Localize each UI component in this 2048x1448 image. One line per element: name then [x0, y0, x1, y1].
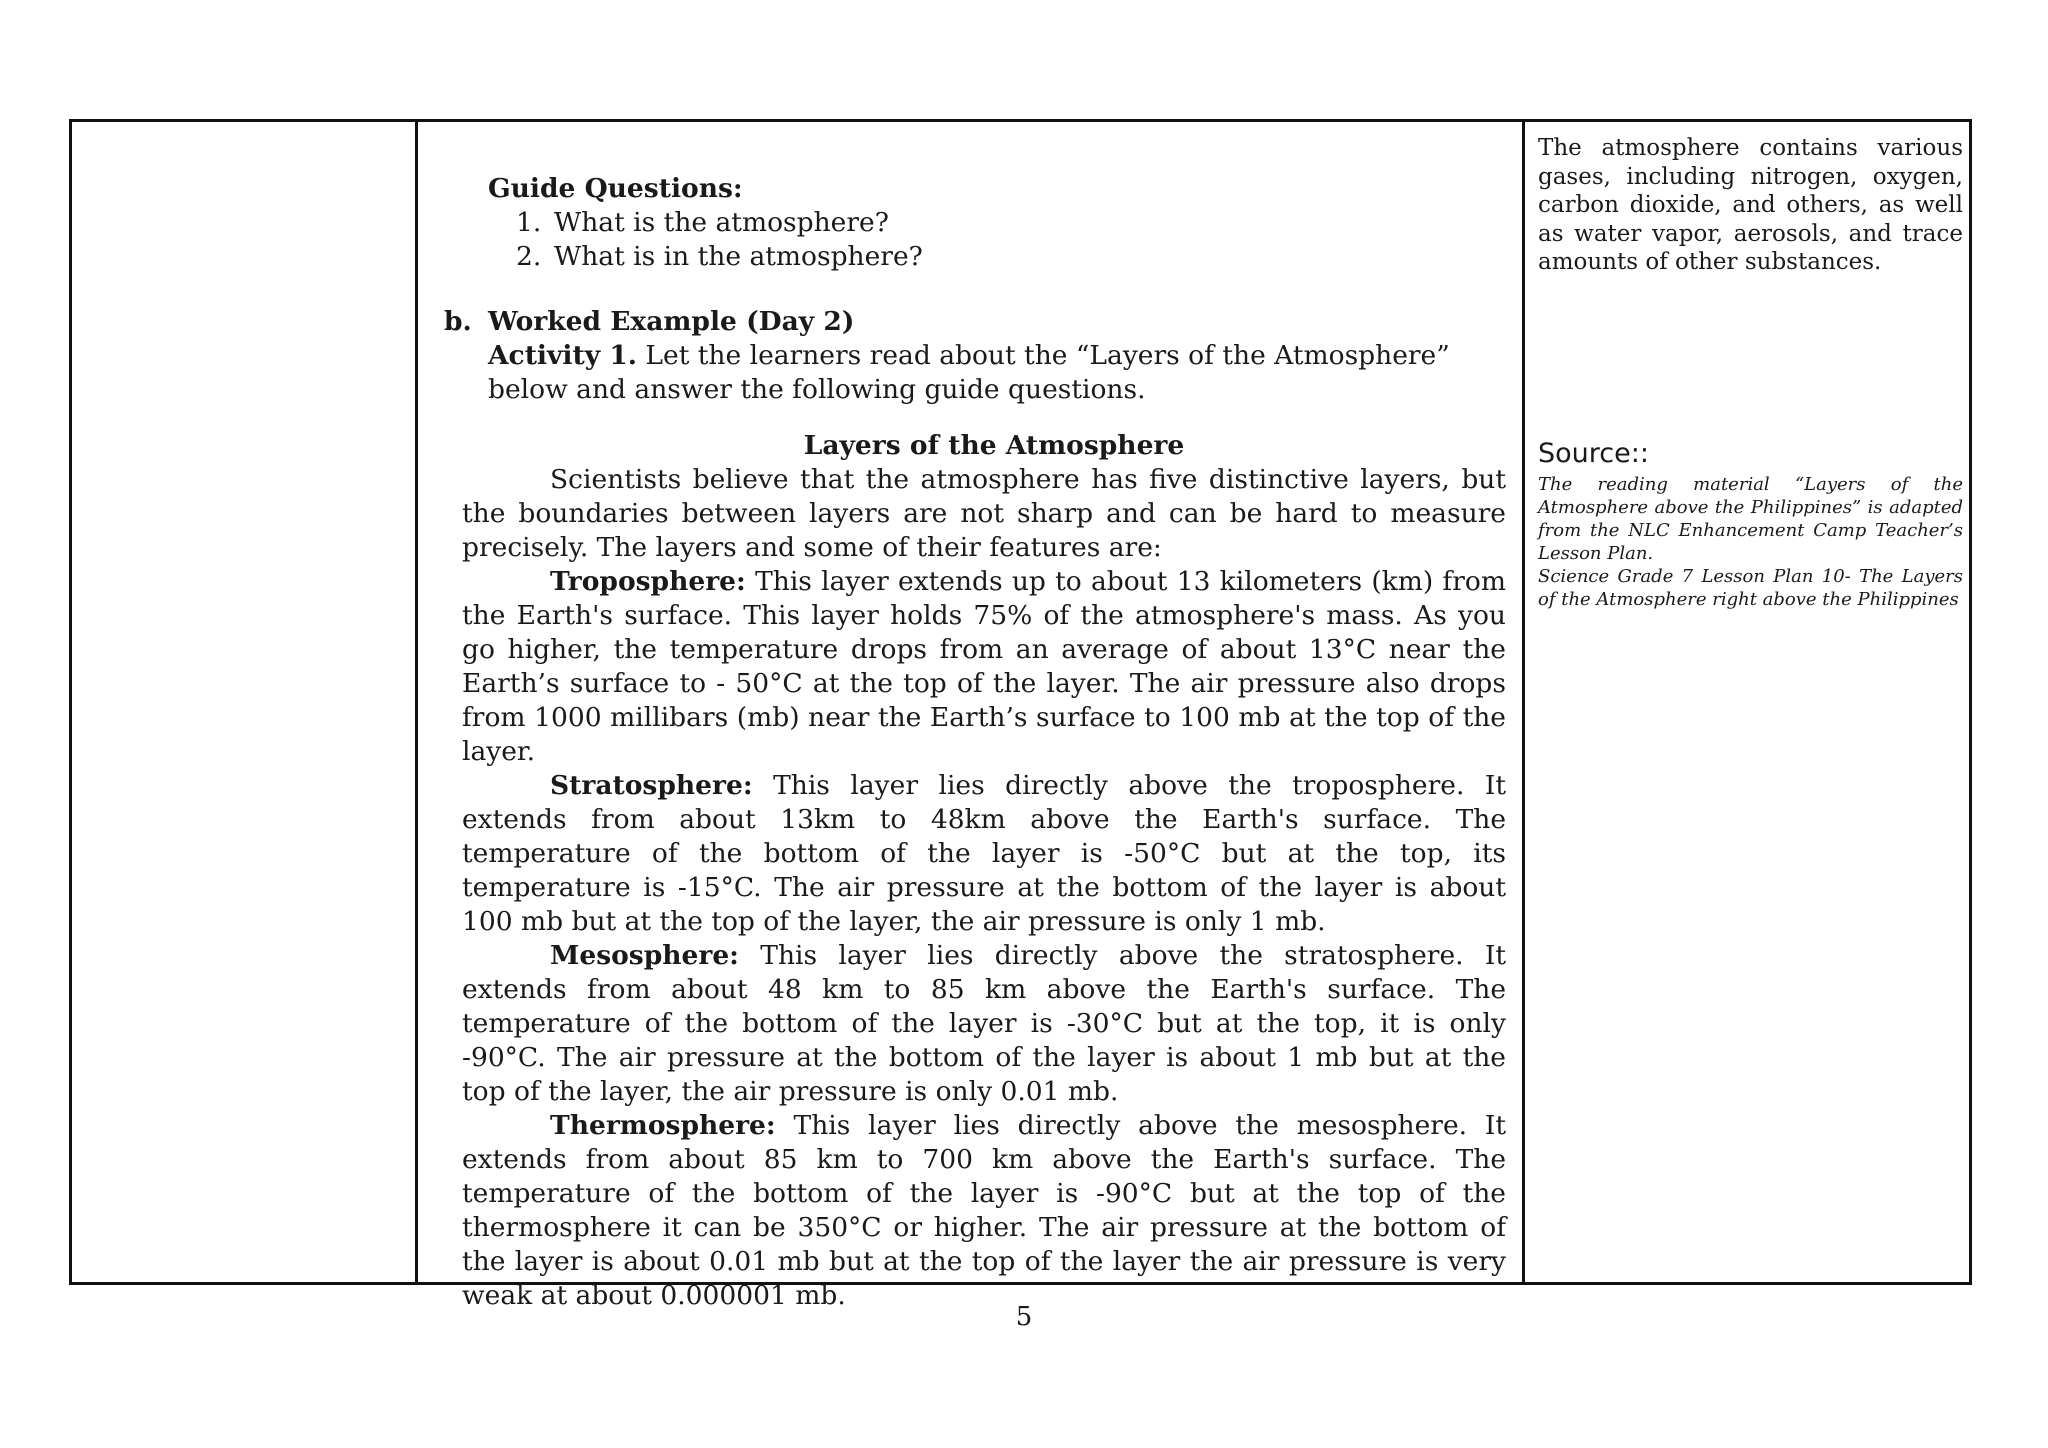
worked-example-heading: Worked Example (Day 2) [488, 306, 855, 337]
layer-text: This layer lies directly above the troposphere. It extends from about 13km to 48km above the Earth's surface. The temperature of the bottom of the layer is -50°C but at the top, its temperature is -15°C. The air pressure at the bottom of the layer is about 100 mb but at the top of the layer, the air pressure is only 1 mb. [462, 770, 1506, 937]
guide-question-text: What is the atmosphere? [554, 207, 889, 238]
layer-text: This layer lies directly above the mesosphere. It extends from about 85 km to 700 km above the Earth's surface. The temperature of the bottom of the layer is -90°C but at the top of the thermosphere it can be 350°C or higher. The air pressure at the bottom of the layer is about 0.01 mb but at the top of the layer the air pressure is very weak at about 0.000001 mb. [462, 1110, 1506, 1311]
main-column [418, 122, 1525, 1311]
activity-instructions [488, 339, 1504, 407]
source-label: Source:: [1538, 438, 1649, 469]
reading-intro: Scientists believe that the atmosphere has five distinctive layers, but the boundaries between layers are not sharp and can be hard to measure precisely. The layers and some of their features are: [462, 464, 1506, 563]
guide-questions-list [516, 206, 923, 274]
guide-questions-title: Guide Questions: [488, 173, 743, 204]
layer-paragraph-thermosphere [462, 1109, 1506, 1313]
lesson-plan-table [69, 119, 1972, 1311]
answer-block [1538, 134, 1963, 277]
layer-name: Troposphere: [550, 566, 746, 597]
activity-label: Activity 1. [488, 340, 637, 371]
layer-paragraph-troposphere [462, 565, 1506, 769]
layer-paragraph-stratosphere [462, 769, 1506, 939]
guide-question-text: What is in the atmosphere? [554, 241, 923, 272]
layer-paragraph-mesosphere [462, 939, 1506, 1109]
layer-name: Thermosphere: [550, 1110, 776, 1141]
section-marker: b. [444, 306, 472, 337]
page-number: 5 [1015, 1302, 1033, 1332]
source-notes [1538, 473, 1963, 611]
answer-text: The atmosphere contains various gases, including nitrogen, oxygen, carbon dioxide, and others, as well as water vapor, aerosols, and trace amounts of other substances. [1538, 135, 1963, 275]
layer-name: Mesosphere: [550, 940, 739, 971]
list-item: 1. What is the atmosphere? [516, 207, 889, 238]
layer-text: This layer extends up to about 13 kilometers (km) from the Earth's surface. This layer holds 75% of the atmosphere's mass. As you go higher, the temperature drops from an average of about 13°C near the Earth’s surface to - 50°C at the top of the layer. The air pressure also drops from 1000 millibars (mb) near the Earth’s surface to 100 mb at the top of the layer. [462, 566, 1506, 767]
source-note: The reading material “Layers of the Atmosphere above the Philippines” is adapted from the NLC Enhancement Camp Teacher’s Lesson Plan. [1538, 474, 1963, 564]
list-item: 2. What is in the atmosphere? [516, 241, 923, 272]
reading-passage [462, 429, 1506, 1313]
left-column [72, 122, 418, 1282]
source-note: Science Grade 7 Lesson Plan 10- The Layers of the Atmosphere right above the Philippines [1538, 566, 1963, 610]
worked-example-section [444, 305, 1504, 407]
reading-title: Layers of the Atmosphere [803, 430, 1185, 461]
activity-text: Let the learners read about the “Layers of the Atmosphere” below and answer the following guide questions. [488, 340, 1450, 405]
right-column [1525, 122, 1969, 1282]
layer-text: This layer lies directly above the stratosphere. It extends from about 48 km to 85 km above the Earth's surface. The temperature of the bottom of the layer is -30°C but at the top, it is only -90°C. The air pressure at the bottom of the layer is about 1 mb but at the top of the layer, the air pressure is only 0.01 mb. [462, 940, 1506, 1107]
layer-name: Stratosphere: [550, 770, 753, 801]
